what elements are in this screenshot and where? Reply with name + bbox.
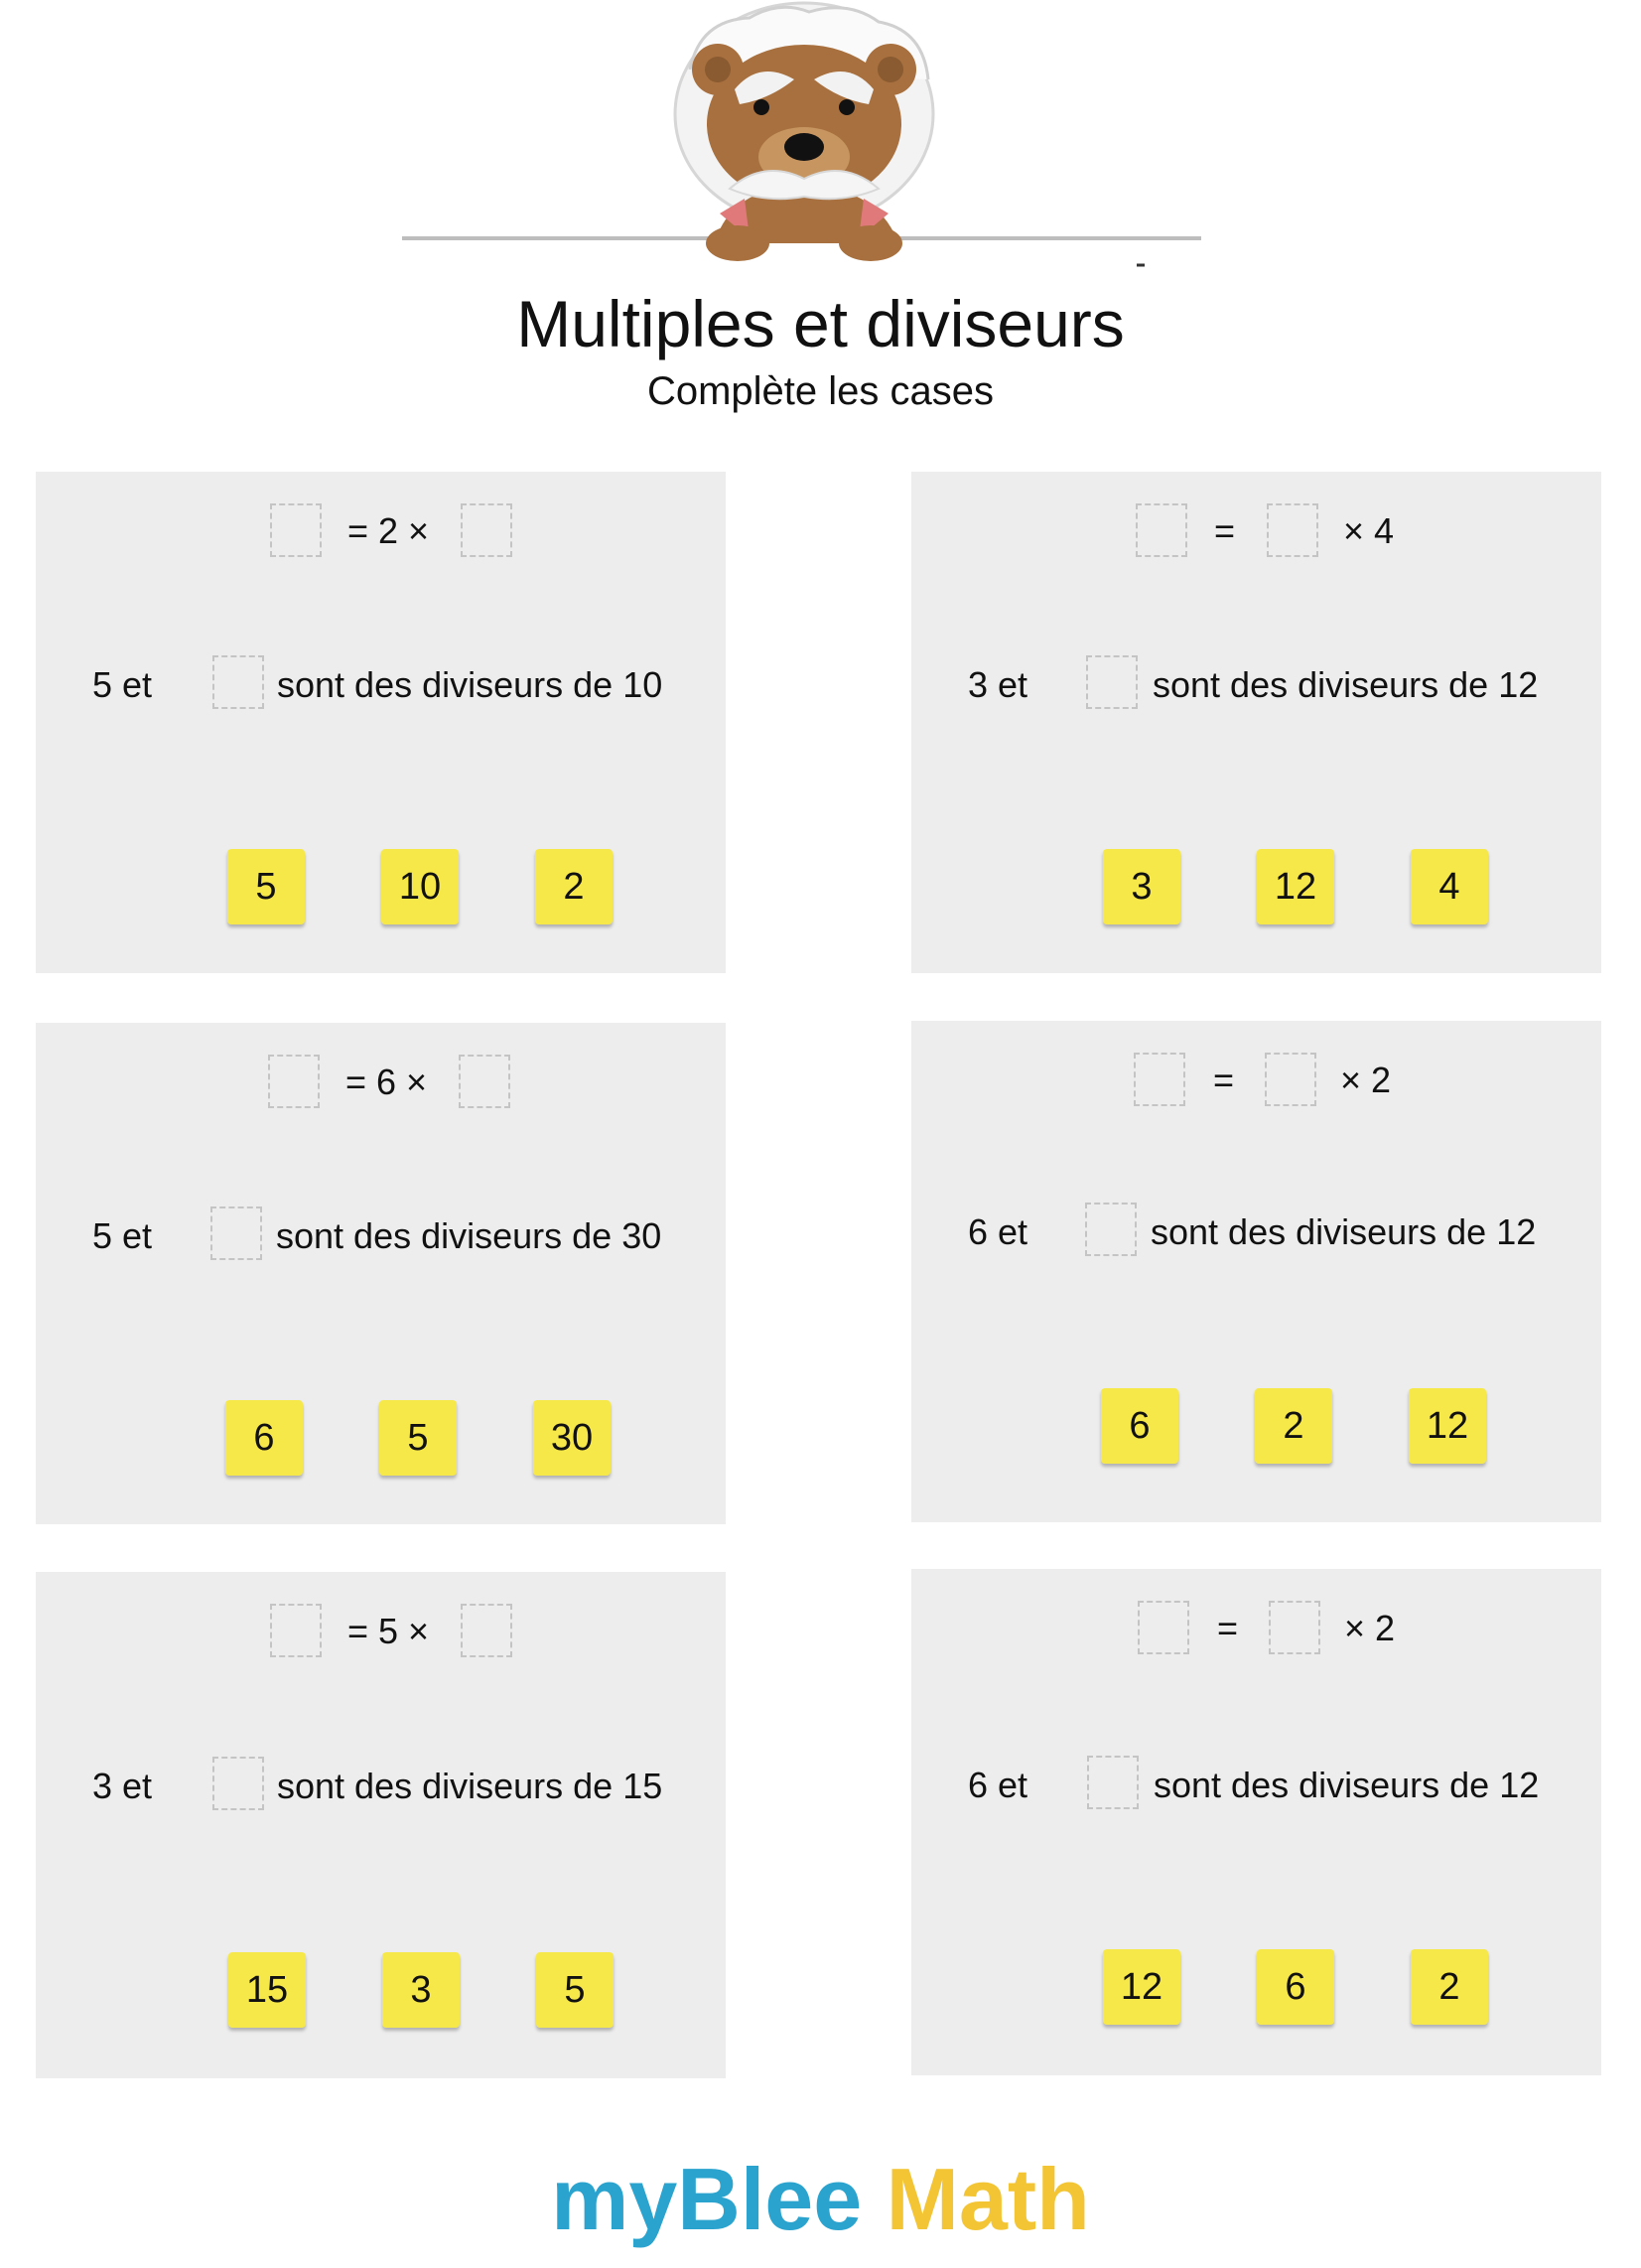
divisor-statement (911, 655, 1601, 713)
exercise-card-5 (36, 1572, 726, 2078)
answer-drop-box[interactable] (1086, 655, 1138, 709)
answer-drop-box[interactable] (268, 1055, 320, 1108)
number-tiles (911, 1949, 1601, 2029)
exercise-card-4 (911, 1021, 1601, 1522)
answer-drop-box[interactable] (459, 1055, 510, 1108)
number-tile[interactable]: 10 (381, 849, 459, 924)
equation-row (911, 1601, 1601, 1658)
equation-text: = 2 × (347, 510, 430, 551)
number-tiles (36, 1400, 726, 1480)
bear-mascot-illustration (402, 0, 1226, 273)
equation-row (911, 503, 1601, 561)
exercise-card-3 (36, 1023, 726, 1524)
equation-text: = (1213, 1060, 1235, 1100)
number-tile[interactable]: 4 (1411, 849, 1488, 924)
divisor-statement (36, 655, 726, 713)
statement-lead: 3 et (92, 1766, 153, 1806)
number-tile[interactable]: 3 (382, 1952, 460, 2028)
myblee-math-logo (0, 2150, 1641, 2249)
number-tiles (36, 849, 726, 928)
equation-row (36, 503, 726, 561)
page-subtitle: Complète les cases (646, 369, 995, 413)
answer-drop-box[interactable] (1138, 1601, 1189, 1654)
answer-drop-box[interactable] (1269, 1601, 1320, 1654)
page-title: Multiples et diviseurs (516, 287, 1125, 360)
number-tile[interactable]: 2 (1411, 1949, 1488, 2025)
number-tile[interactable]: 6 (225, 1400, 303, 1476)
statement-lead: 3 et (968, 664, 1028, 705)
number-tile[interactable]: 12 (1257, 849, 1334, 924)
number-tile[interactable]: 6 (1101, 1388, 1178, 1464)
answer-drop-box[interactable] (1134, 1053, 1185, 1106)
statement-lead: 6 et (968, 1211, 1028, 1252)
logo-myblee: myBlee (551, 2150, 863, 2248)
answer-drop-box[interactable] (1136, 503, 1187, 557)
number-tile[interactable]: 5 (536, 1952, 614, 2028)
statement-tail: sont des diviseurs de 30 (276, 1215, 662, 1256)
answer-drop-box[interactable] (1087, 1756, 1139, 1809)
equation-text: = (1214, 510, 1236, 551)
number-tile[interactable]: 6 (1257, 1949, 1334, 2025)
statement-lead: 5 et (92, 664, 153, 705)
answer-drop-box[interactable] (210, 1206, 262, 1260)
answer-drop-box[interactable] (1085, 1203, 1137, 1256)
equation-row (36, 1604, 726, 1661)
answer-drop-box[interactable] (461, 1604, 512, 1657)
equation-row (36, 1055, 726, 1112)
number-tiles (36, 1952, 726, 2032)
divisor-statement (911, 1203, 1601, 1260)
statement-tail: sont des diviseurs de 12 (1153, 664, 1539, 705)
answer-drop-box[interactable] (212, 655, 264, 709)
answer-drop-box[interactable] (212, 1757, 264, 1810)
exercise-card-6 (911, 1569, 1601, 2075)
statement-tail: sont des diviseurs de 12 (1154, 1765, 1540, 1805)
exercise-card-2 (911, 472, 1601, 973)
divisor-statement (36, 1206, 726, 1264)
answer-drop-box[interactable] (461, 503, 512, 557)
divisor-statement (36, 1757, 726, 1814)
answer-drop-box[interactable] (270, 503, 322, 557)
statement-lead: 5 et (92, 1215, 153, 1256)
statement-tail: sont des diviseurs de 15 (277, 1766, 663, 1806)
equation-text: = 5 × (347, 1611, 430, 1651)
number-tile[interactable]: 5 (379, 1400, 457, 1476)
number-tile[interactable]: 12 (1409, 1388, 1486, 1464)
number-tile[interactable]: 2 (535, 849, 613, 924)
number-tile[interactable]: 2 (1255, 1388, 1332, 1464)
equation-text-right: × 2 (1344, 1608, 1396, 1648)
statement-tail: sont des diviseurs de 10 (277, 664, 663, 705)
equation-text-right: × 4 (1343, 510, 1395, 551)
number-tile[interactable]: 30 (533, 1400, 611, 1476)
number-tile[interactable]: 5 (227, 849, 305, 924)
answer-drop-box[interactable] (1267, 503, 1318, 557)
logo-math: Math (886, 2150, 1090, 2248)
number-tile[interactable]: 15 (228, 1952, 306, 2028)
equation-text: = 6 × (345, 1062, 428, 1102)
exercise-card-1 (36, 472, 726, 973)
number-tile[interactable]: 12 (1103, 1949, 1180, 2025)
statement-lead: 6 et (968, 1765, 1028, 1805)
equation-row (911, 1053, 1601, 1110)
answer-drop-box[interactable] (1265, 1053, 1316, 1106)
equation-text: = (1217, 1608, 1239, 1648)
divisor-statement (911, 1756, 1601, 1813)
answer-drop-box[interactable] (270, 1604, 322, 1657)
number-tiles (911, 849, 1601, 928)
equation-text-right: × 2 (1340, 1060, 1392, 1100)
number-tiles (911, 1388, 1601, 1468)
statement-tail: sont des diviseurs de 12 (1151, 1211, 1537, 1252)
number-tile[interactable]: 3 (1103, 849, 1180, 924)
